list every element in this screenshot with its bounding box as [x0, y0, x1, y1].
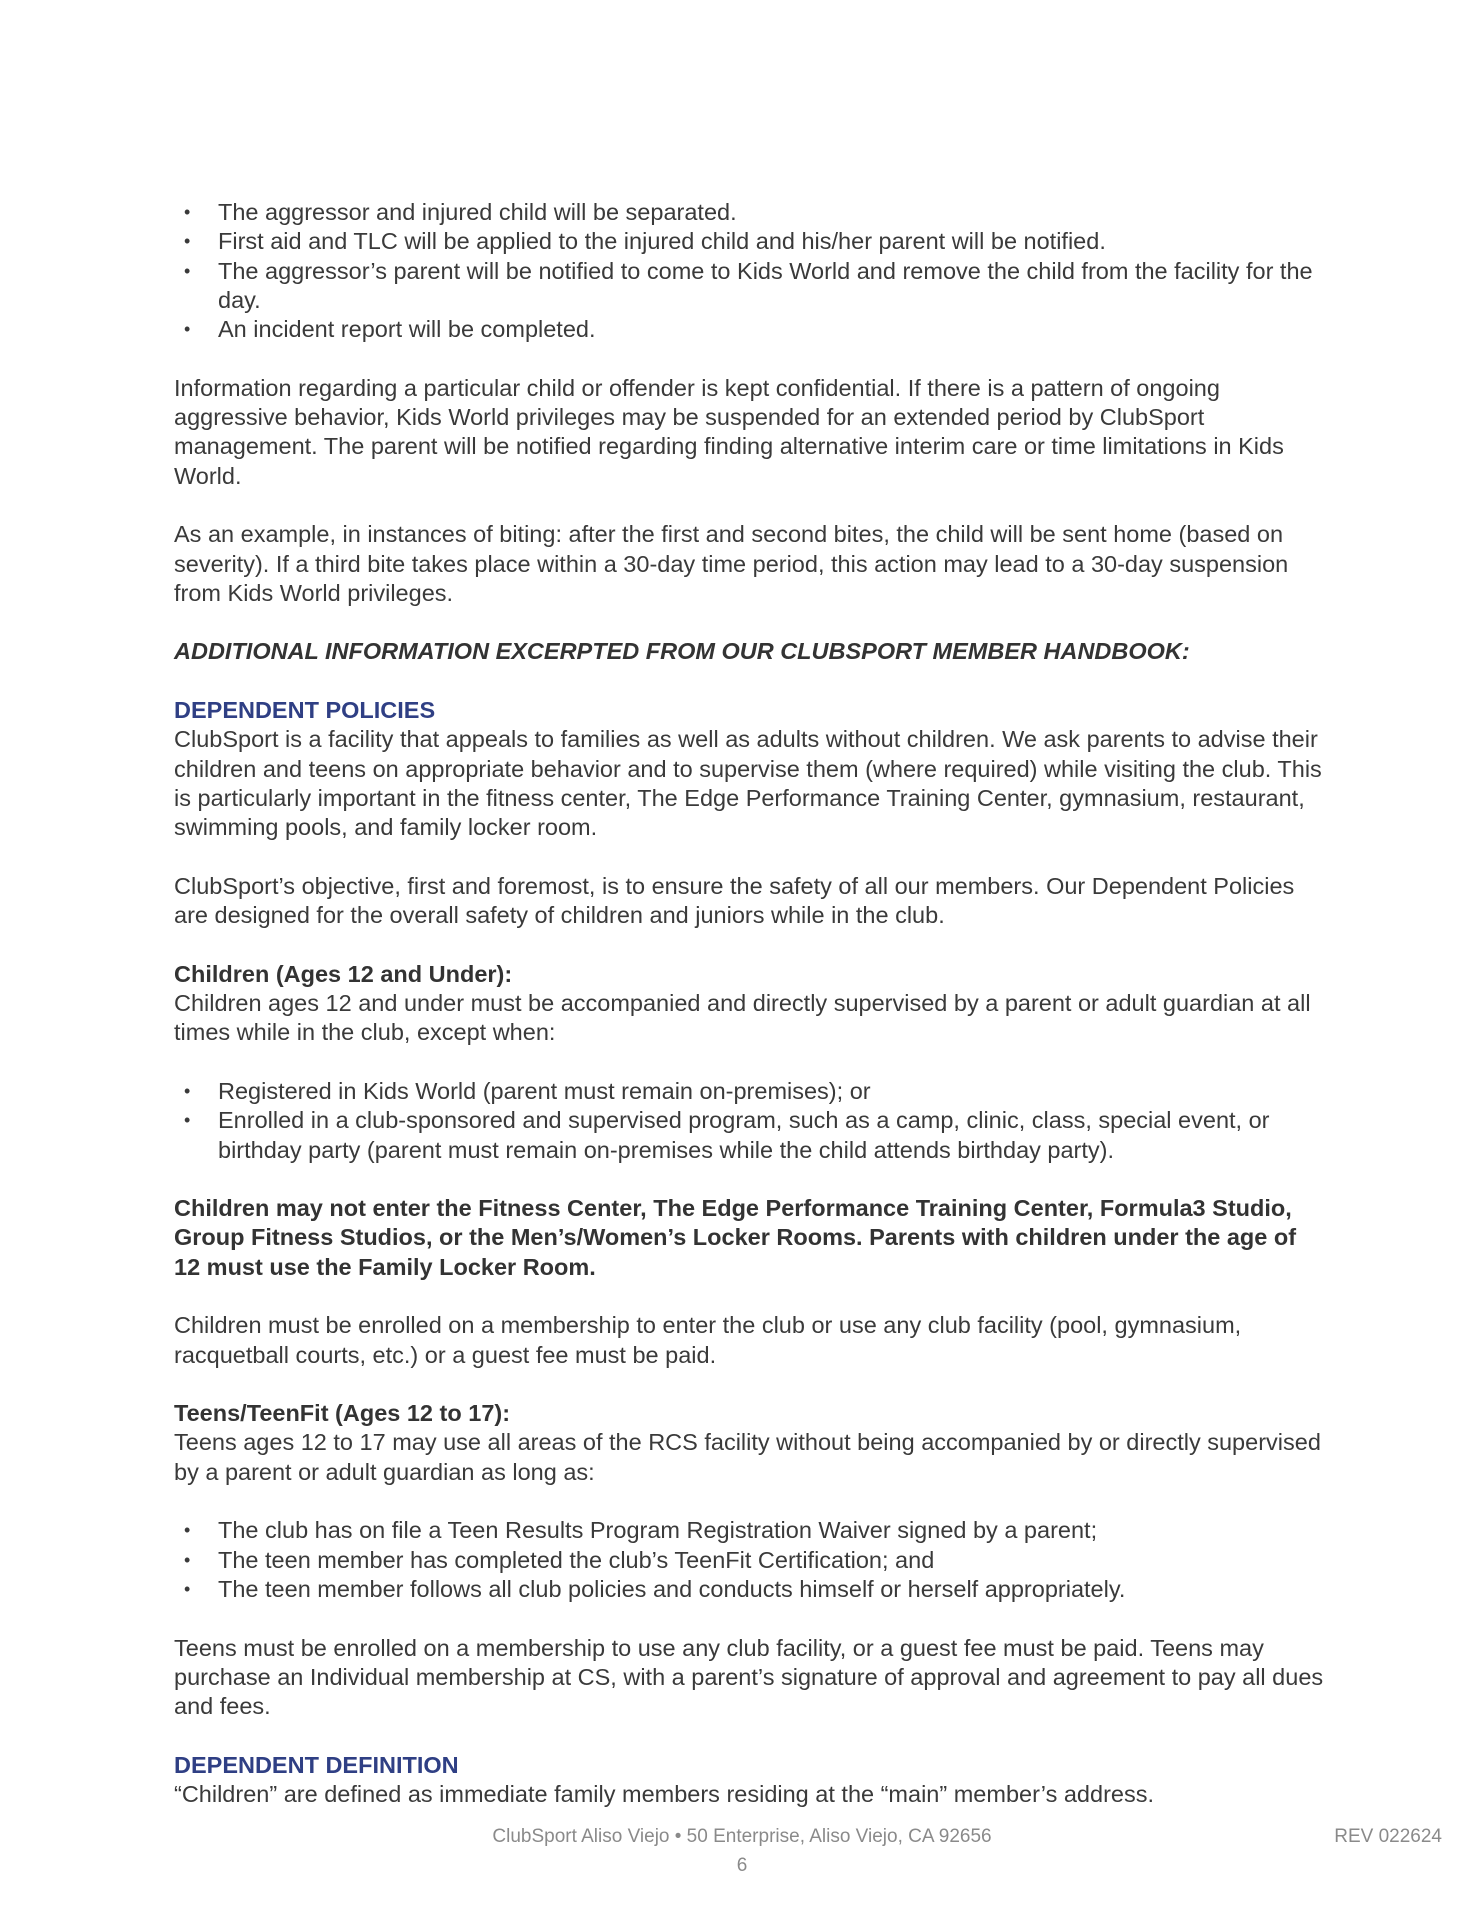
list-item: • The teen member has completed the club’s TeenFit Certification; and [174, 1546, 1324, 1575]
dependent-definition-title: DEPENDENT DEFINITION [174, 1751, 459, 1778]
safety-objective-paragraph: ClubSport’s objective, first and foremost, is to ensure the safety of all our members. Our Dependent Policies are designed for the overall safety of children and juniors while in the club. [174, 872, 1295, 929]
list-item: • An incident report will be completed. [174, 315, 1324, 344]
list-item: • The aggressor’s parent will be notified to come to Kids World and remove the child from the facility for the day. [174, 257, 1324, 316]
incident-steps-list [174, 198, 1324, 344]
list-item: • The club has on file a Teen Results Program Registration Waiver signed by a parent; [174, 1516, 1324, 1545]
children-heading: Children (Ages 12 and Under): [174, 960, 513, 987]
page-footer [0, 1826, 1484, 1852]
revision-code: REV 022624 [1334, 1826, 1442, 1847]
page-number: 6 [736, 1855, 748, 1876]
list-item: • Registered in Kids World (parent must remain on-premises); or [174, 1077, 1324, 1106]
dependent-policies-paragraph: ClubSport is a facility that appeals to families as well as adults without children. We ask parents to advise their children and teens on appropriate behavior and to supervise them (where required) while visiting the club. This is particularly important in the fitness center, The Edge Performance Training Center, gymnasium, restaurant, swimming pools, and family locker room. [174, 726, 1322, 841]
list-item: • First aid and TLC will be applied to the injured child and his/her parent will be notified. [174, 227, 1324, 256]
handbook-excerpt-heading: ADDITIONAL INFORMATION EXCERPTED FROM OUR CLUBSPORT MEMBER HANDBOOK: [174, 638, 1190, 665]
dependent-definition-text: “Children” are defined as immediate family members residing at the “main” member’s address. [174, 1781, 1154, 1808]
page-content [174, 198, 1324, 1809]
teens-intro-paragraph: Teens ages 12 to 17 may use all areas of the RCS facility without being accompanied by or directly supervised by a parent or adult guardian as long as: [174, 1429, 1321, 1485]
list-item: • The aggressor and injured child will be separated. [174, 198, 1324, 227]
children-exceptions-list [174, 1077, 1324, 1165]
teens-heading: Teens/TeenFit (Ages 12 to 17): [174, 1400, 511, 1427]
biting-example-paragraph: As an example, in instances of biting: after the first and second bites, the child will be sent home (based on severity). If a third bite takes place within a 30-day time period, this action may lead to a 30-day suspension from Kids World privileges. [174, 521, 1289, 606]
list-item: • Enrolled in a club-sponsored and supervised program, such as a camp, clinic, class, special event, or birthday party (parent must remain on-premises while the child attends birthday party). [174, 1106, 1324, 1165]
dependent-policies-title: DEPENDENT POLICIES [174, 697, 436, 724]
children-intro-paragraph: Children ages 12 and under must be accompanied and directly supervised by a parent or adult guardian at all times while in the club, except when: [174, 990, 1311, 1046]
confidentiality-paragraph: Information regarding a particular child or offender is kept confidential. If there is a pattern of ongoing aggressive behavior, Kids World privileges may be suspended for an extended period by ClubSport management. The parent will be notified regarding finding alternative interim care or time limitations in Kids World. [174, 374, 1284, 489]
footer-address: ClubSport Aliso Viejo • 50 Enterprise, Aliso Viejo, CA 92656 [492, 1826, 992, 1847]
children-restrictions-note: Children may not enter the Fitness Center, The Edge Performance Training Center, Formula3 Studio, Group Fitness Studios, or the Men’s/Women’s Locker Rooms. Parents with children under the age of 12 must use the Family Locker Room. [174, 1195, 1297, 1280]
teens-conditions-list [174, 1516, 1324, 1604]
list-item: • The teen member follows all club policies and conducts himself or herself appropriately. [174, 1575, 1324, 1604]
children-membership-paragraph: Children must be enrolled on a membership to enter the club or use any club facility (pool, gymnasium, racquetball courts, etc.) or a guest fee must be paid. [174, 1312, 1242, 1368]
teens-membership-paragraph: Teens must be enrolled on a membership to use any club facility, or a guest fee must be paid. Teens may purchase an Individual membership at CS, with a parent’s signature of approval and agreement to pay all dues and fees. [174, 1634, 1324, 1720]
